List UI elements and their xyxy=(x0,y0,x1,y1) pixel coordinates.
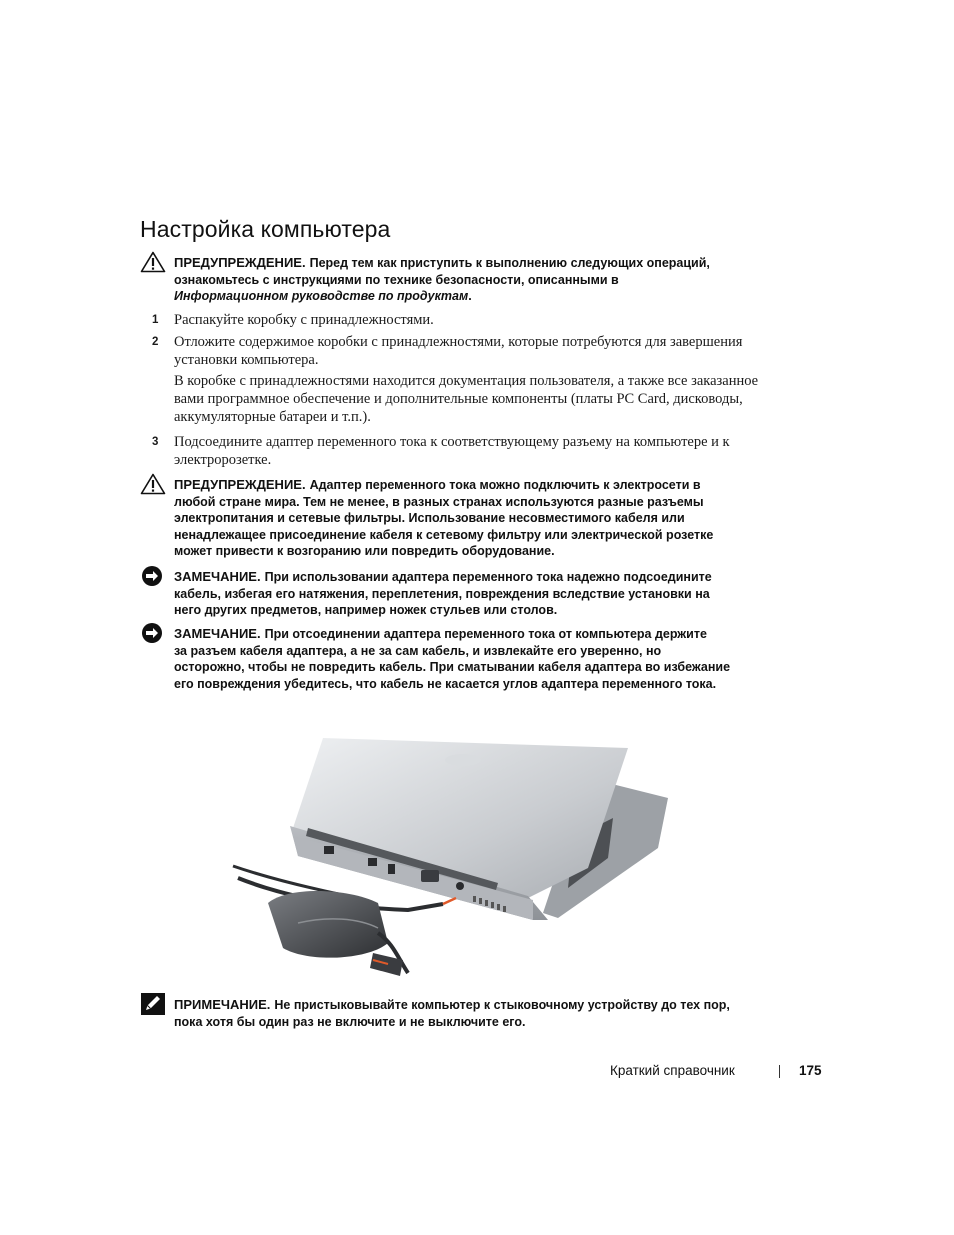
warning-text: может привести к возгоранию или повредить оборудование. xyxy=(174,544,555,558)
step-text: Подсоедините адаптер переменного тока к соответствующему разъему на компьютере и к электророзетке. xyxy=(174,434,730,468)
note-line xyxy=(174,997,774,1014)
notice-text: осторожно, чтобы не повредить кабель. При сматывании кабеля адаптера во избежание xyxy=(174,660,731,674)
notice-label: ЗАМЕЧАНИЕ. xyxy=(174,569,261,584)
warning-text: Адаптер переменного тока можно подключить к электросети в xyxy=(309,478,701,492)
step-text: Распакуйте коробку с принадлежностями. xyxy=(174,312,434,328)
notice-text: При отсоединении адаптера переменного тока от компьютера держите xyxy=(264,627,707,641)
step-item xyxy=(152,433,762,469)
notice-block-2 xyxy=(174,626,774,692)
warning-text: ненадлежащее присоединение кабеля к сетевому фильтру или электрической розетке xyxy=(174,527,714,542)
port-icon xyxy=(368,858,377,866)
warning-text: электропитания и сетевые фильтры. Использование несовместимого кабеля или xyxy=(174,511,685,525)
notice-text: за разъем кабеля адаптера, а не за сам кабель, и извлекайте его уверенно, но xyxy=(174,643,662,658)
step-number: 1 xyxy=(152,314,159,326)
port-icon xyxy=(388,864,395,874)
product-guide-reference: Информационном руководстве по продуктам xyxy=(174,289,469,303)
notice-text: кабель, избегая его натяжения, переплетения, повреждения вследствие установки на xyxy=(174,586,710,601)
step-number: 3 xyxy=(152,436,159,448)
warning-label: ПРЕДУПРЕЖДЕНИЕ. xyxy=(174,255,306,270)
note-label: ПРИМЕЧАНИЕ. xyxy=(174,997,271,1012)
warning-label: ПРЕДУПРЕЖДЕНИЕ. xyxy=(174,477,306,492)
notice-text: При использовании адаптера переменного тока надежно подсоедините xyxy=(264,570,712,584)
step-text: Отложите содержимое коробки с принадлежностями, которые потребуются для завершения установки компьютера. xyxy=(174,334,743,368)
plug-tip xyxy=(443,898,456,904)
step-item xyxy=(152,311,762,329)
step-paragraph: В коробке с принадлежностями находится документация пользователя, а также все заказанное вами программное обеспечение и дополнительные компоненты (платы PC Card, дисководы, аккумуляторные батареи и т.п.). xyxy=(174,373,759,425)
warning-line xyxy=(174,477,774,494)
port-icon xyxy=(324,846,334,854)
footer-section-title: Краткий справочник xyxy=(610,1063,735,1078)
notice-line xyxy=(174,626,774,643)
notice-arrow-icon xyxy=(141,565,163,587)
notice-label: ЗАМЕЧАНИЕ. xyxy=(174,626,261,641)
note-text: Не пристыковывайте компьютер к стыковочному устройству до тех пор, xyxy=(274,998,730,1012)
step-number: 2 xyxy=(152,336,159,348)
warning-text: Перед тем как приступить к выполнению следующих операций, xyxy=(309,256,710,270)
warning-block-2 xyxy=(174,477,774,560)
warning-triangle-icon xyxy=(140,473,166,495)
warning-text: . xyxy=(468,289,472,303)
note-pencil-icon xyxy=(141,993,165,1015)
vga-port-icon xyxy=(421,870,439,882)
note-text: пока хотя бы один раз не включите и не выключите его. xyxy=(174,1014,526,1029)
warning-line xyxy=(174,288,774,305)
footer-divider xyxy=(779,1065,780,1078)
notice-block-1 xyxy=(174,569,774,619)
warning-triangle-icon xyxy=(140,251,166,273)
notice-arrow-icon xyxy=(141,622,163,644)
power-jack-icon xyxy=(456,882,464,890)
warning-text: ознакомьтесь с инструкциями по технике безопасности, описанными в xyxy=(174,272,619,287)
step-item xyxy=(152,333,762,369)
page-title: Настройка компьютера xyxy=(140,216,391,242)
page-number: 175 xyxy=(799,1063,822,1078)
notice-text: него других предметов, например ножек стульев или столов. xyxy=(174,603,558,617)
notice-line xyxy=(174,569,774,586)
warning-text: любой стране мира. Тем не менее, в разных странах используются разные разъемы xyxy=(174,494,704,509)
laptop-adapter-illustration xyxy=(228,738,678,988)
warning-block-1 xyxy=(174,255,774,305)
warning-line xyxy=(174,255,774,272)
note-block xyxy=(174,997,774,1030)
notice-text: его повреждения убедитесь, что кабель не касается углов адаптера переменного тока. xyxy=(174,676,717,691)
